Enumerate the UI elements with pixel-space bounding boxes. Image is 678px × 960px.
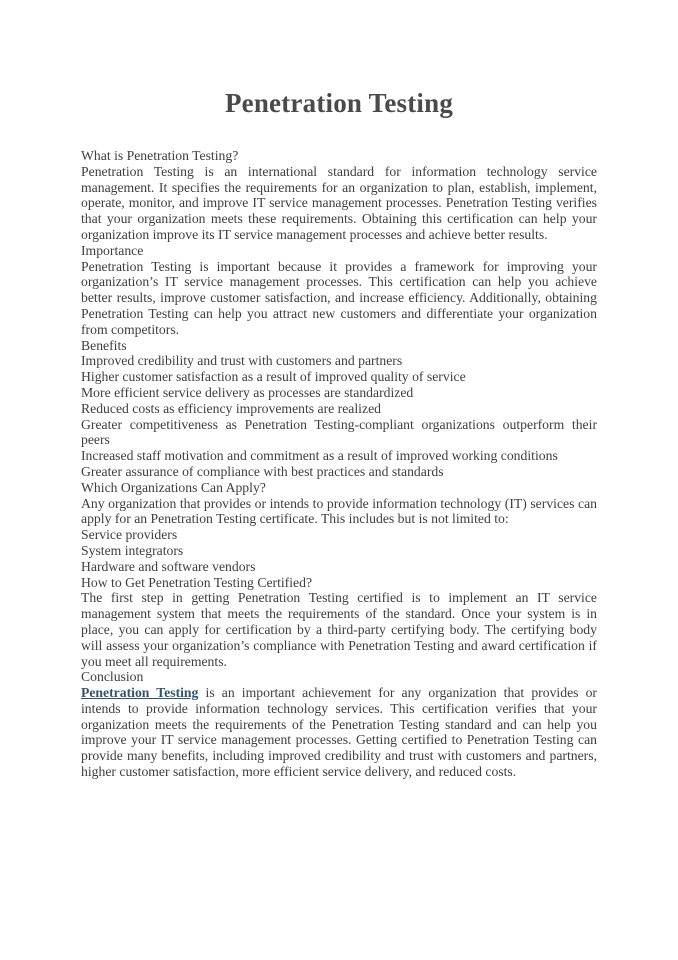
document-title: Penetration Testing [224, 88, 454, 118]
text-line: Benefits [81, 337, 127, 353]
penetration-testing-link[interactable]: Penetration Testing [81, 685, 199, 701]
conclusion-paragraph-text: is an important achievement for any organization that provides or intends to provide information technology services. This certification verifies that your organization meets the requirements of the Penetration Testing standard and can help you improve your IT service management processes. Getting certified to Penetration Testing can provide many benefits, including improved credibility and trust with customers and partners, higher customer satisfaction, more efficient service delivery, and reduced costs. [81, 685, 597, 780]
paragraph: Penetration Testing is important because it provides a framework for improving your organization’s IT service management processes. This certification can help you achieve better results, improve customer satisfaction, and increase efficiency. Additionally, obtaining Penetration Testing can help you attract new customers and differentiate your organization from competitors. [81, 258, 597, 337]
document-body [81, 148, 597, 780]
paragraph: Penetration Testing is an international standard for information technology service management. It specifies the requirements for an organization to plan, establish, implement, operate, monitor, and improve IT service management processes. Penetration Testing verifies that your organization meets these requirements. Obtaining this certification can help your organization improve its IT service management processes and achieve better results. [81, 163, 597, 242]
paragraph: The first step in getting Penetration Testing certified is to implement an IT service management system that meets the requirements of the standard. Once your system is in place, you can apply for certification by a third-party certifying body. The certifying body will assess your organization’s compliance with Penetration Testing and award certification if you meet all requirements. [81, 590, 597, 669]
text-line: Increased staff motivation and commitment as a result of improved working conditions [81, 448, 558, 464]
conclusion-paragraph [81, 685, 597, 780]
text-line: Greater assurance of compliance with best practices and standards [81, 463, 444, 479]
paragraph: Any organization that provides or intends to provide information technology (IT) services can apply for an Penetration Testing certificate. This includes but is not limited to: [81, 495, 597, 527]
text-line: Which Organizations Can Apply? [81, 479, 266, 495]
text-line: Service providers [81, 527, 178, 543]
text-line: Higher customer satisfaction as a result of improved quality of service [81, 369, 466, 385]
paragraph: Greater competitiveness as Penetration Testing-compliant organizations outperform their peers [81, 416, 597, 448]
text-line: System integrators [81, 542, 184, 558]
text-line: More efficient service delivery as processes are standardized [81, 384, 414, 400]
text-line: Conclusion [81, 669, 144, 685]
text-line: Improved credibility and trust with customers and partners [81, 353, 403, 369]
text-line: What is Penetration Testing? [81, 148, 239, 163]
text-line: Hardware and software vendors [81, 558, 256, 574]
text-line: Importance [81, 242, 144, 258]
text-line: How to Get Penetration Testing Certified? [81, 574, 313, 590]
text-line: Reduced costs as efficiency improvements are realized [81, 400, 381, 416]
